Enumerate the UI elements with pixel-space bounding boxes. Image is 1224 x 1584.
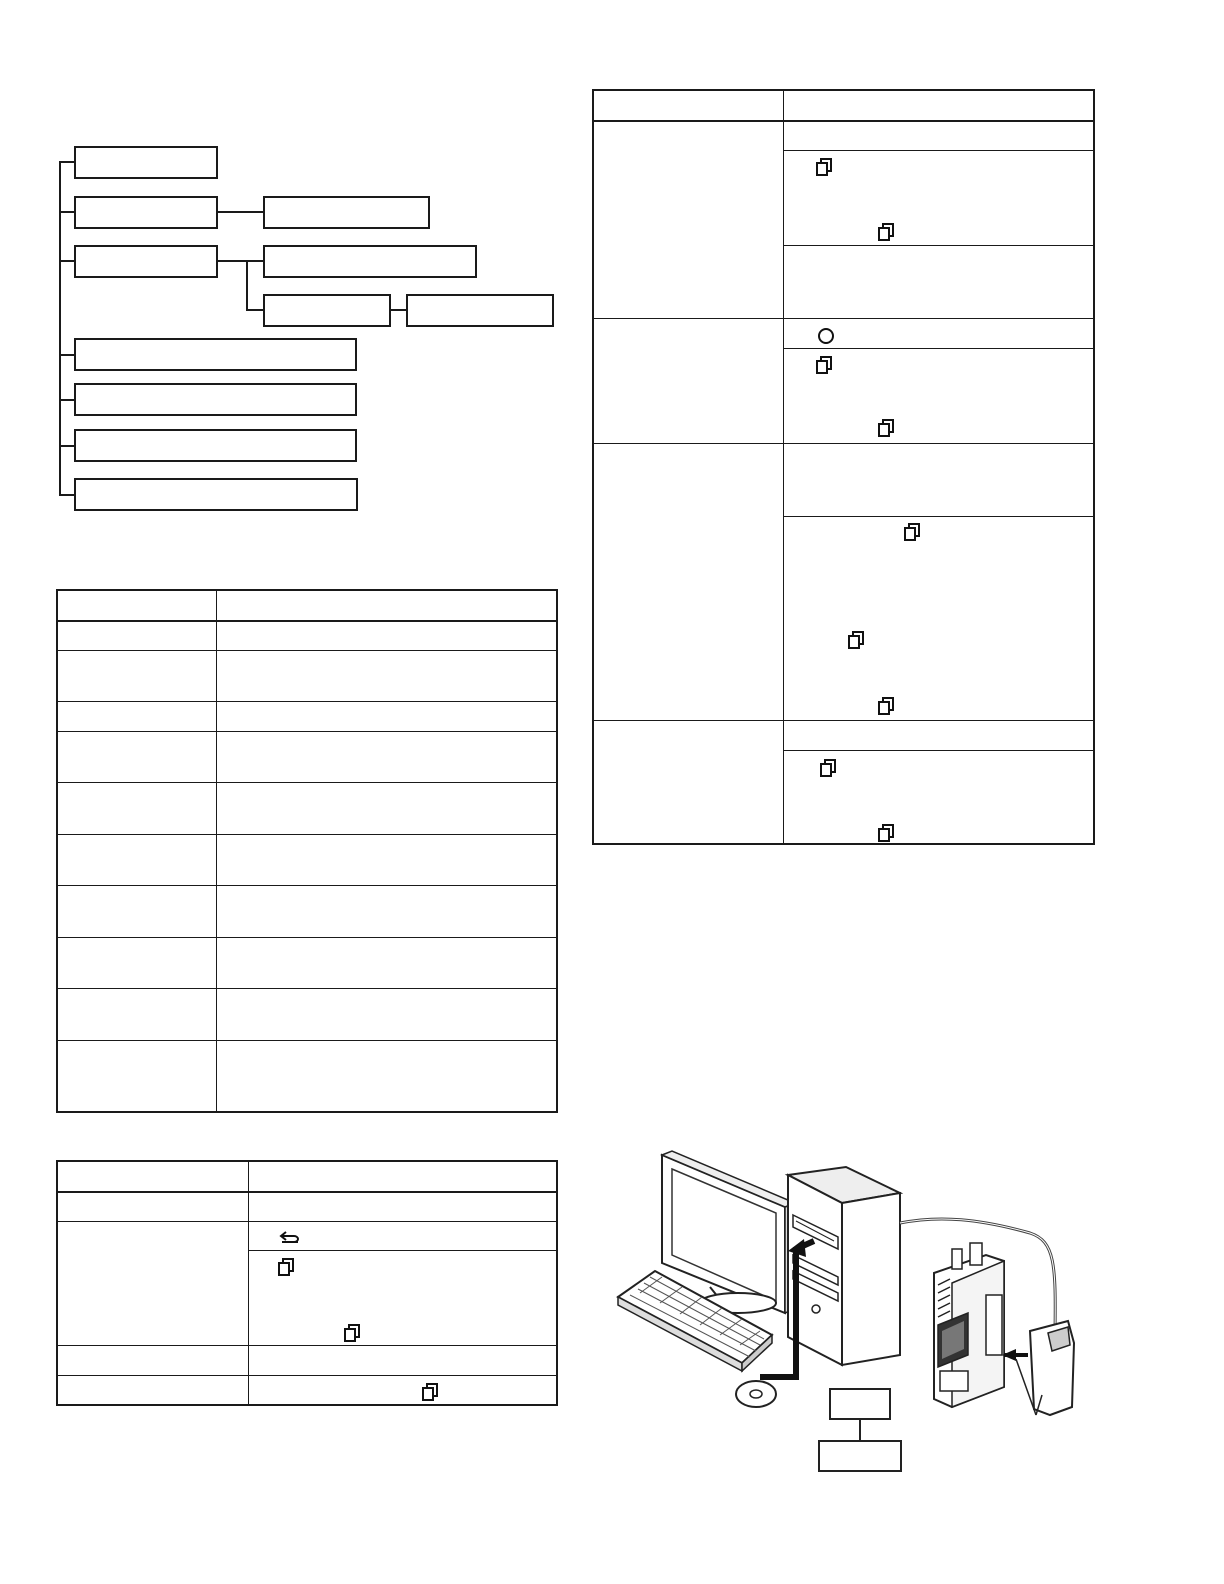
tree-node <box>74 383 357 416</box>
table-left-top <box>56 589 558 1113</box>
circle-icon <box>818 328 834 344</box>
tree-node <box>406 294 554 327</box>
tree-node <box>74 429 357 462</box>
tree-node <box>263 196 430 229</box>
tree-node <box>74 478 358 511</box>
tree-node <box>74 196 218 229</box>
tree-node <box>74 245 218 278</box>
key-icon <box>278 1258 294 1276</box>
key-icon <box>878 697 894 715</box>
connection-illustration <box>600 1145 1100 1475</box>
key-icon <box>820 759 836 777</box>
cd-disc-icon <box>736 1381 776 1407</box>
label-box <box>830 1389 890 1419</box>
tree-node <box>74 146 218 179</box>
key-icon <box>904 523 920 541</box>
tree-node <box>263 294 391 327</box>
adapter-icon <box>1002 1321 1074 1415</box>
tree-node <box>74 338 357 371</box>
table-right <box>592 89 1095 845</box>
back-icon <box>278 1230 302 1246</box>
key-icon <box>344 1324 360 1342</box>
computer-icon <box>788 1167 900 1365</box>
table-left-bottom <box>56 1160 558 1406</box>
label-box <box>819 1441 901 1471</box>
key-icon <box>816 356 832 374</box>
key-icon <box>878 419 894 437</box>
tree-node <box>263 245 477 278</box>
radio-icon <box>934 1243 1004 1407</box>
key-icon <box>848 631 864 649</box>
key-icon <box>422 1383 438 1401</box>
key-icon <box>878 824 894 842</box>
key-icon <box>878 223 894 241</box>
key-icon <box>816 158 832 176</box>
